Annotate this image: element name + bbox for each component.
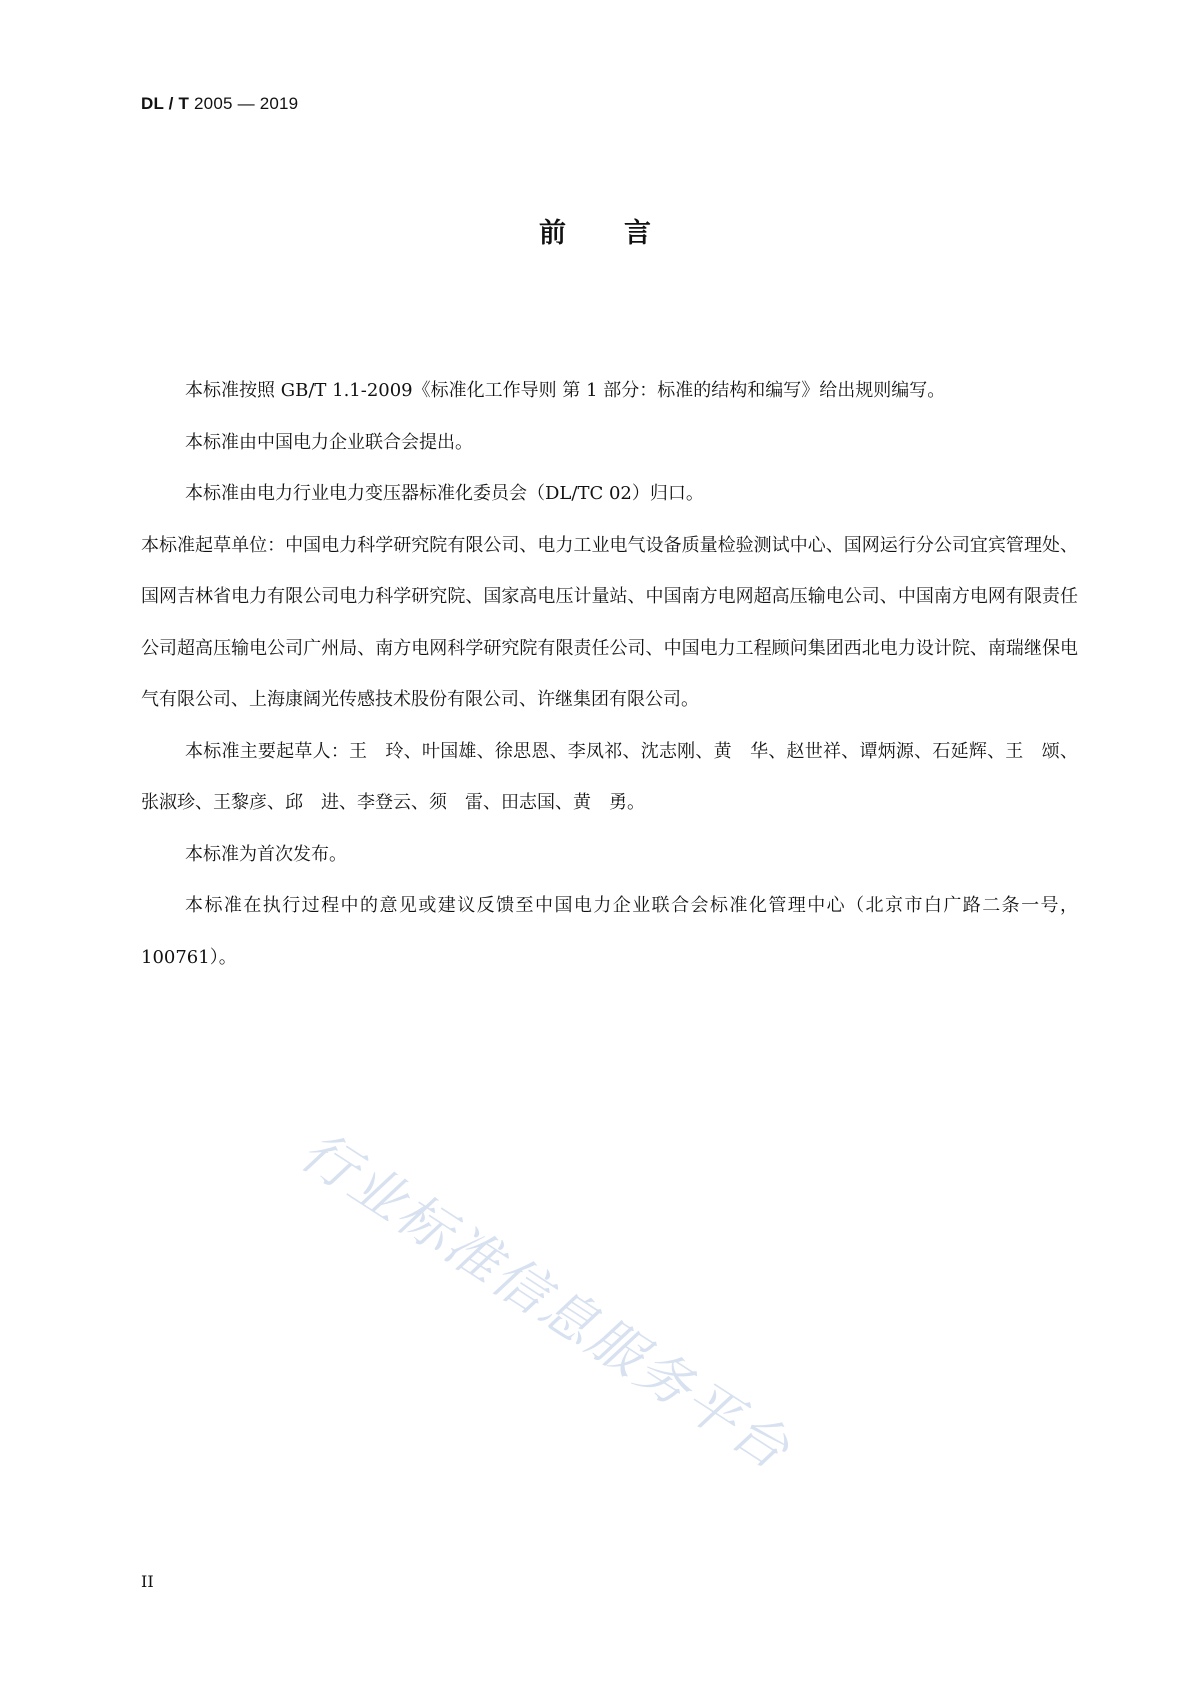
paragraph-drafting-rules: 本标准按照 GB/T 1.1-2009《标准化工作导则 第 1 部分：标准的结构和编写》给出规则编写。	[185, 380, 946, 401]
page-title: 前言	[539, 218, 709, 249]
paragraph-drafters: 本标准主要起草人：王 玲、叶国雄、徐思恩、李凤祁、沈志刚、黄 华、赵世祥、谭炳源、石延辉、王 颂、张淑珍、王黎彦、邱 进、李登云、须 雷、田志国、黄 勇。	[141, 740, 1078, 813]
standard-code-number: 2005 — 2019	[189, 94, 299, 113]
document-code	[141, 94, 298, 114]
paragraph-first-release: 本标准为首次发布。	[185, 843, 347, 865]
paragraph-proposer: 本标准由中国电力企业联合会提出。	[185, 431, 473, 453]
paragraph-drafting-units: 本标准起草单位：中国电力科学研究院有限公司、电力工业电气设备质量检验测试中心、国网运行分公司宜宾管理处、国网吉林省电力有限公司电力科学研究院、国家高电压计量站、中国南方电网超高压输电公司、中国南方电网有限责任公司超高压输电公司广州局、南方电网科学研究院有限责任公司、中国电力工程顾问集团西北电力设计院、南瑞继保电气有限公司、上海康阔光传感技术股份有限公司、许继集团有限公司。	[141, 534, 1078, 710]
watermark: 行业标准信息服务平台	[289, 1119, 803, 1483]
paragraph-feedback: 本标准在执行过程中的意见或建议反馈至中国电力企业联合会标准化管理中心（北京市白广路二条一号，100761）。	[141, 895, 1078, 968]
page-number: II	[141, 1572, 154, 1591]
foreword-body	[141, 365, 1078, 983]
standard-code-prefix: DL / T	[141, 94, 190, 113]
paragraph-administrator: 本标准由电力行业电力变压器标准化委员会（DL/TC 02）归口。	[185, 483, 704, 504]
